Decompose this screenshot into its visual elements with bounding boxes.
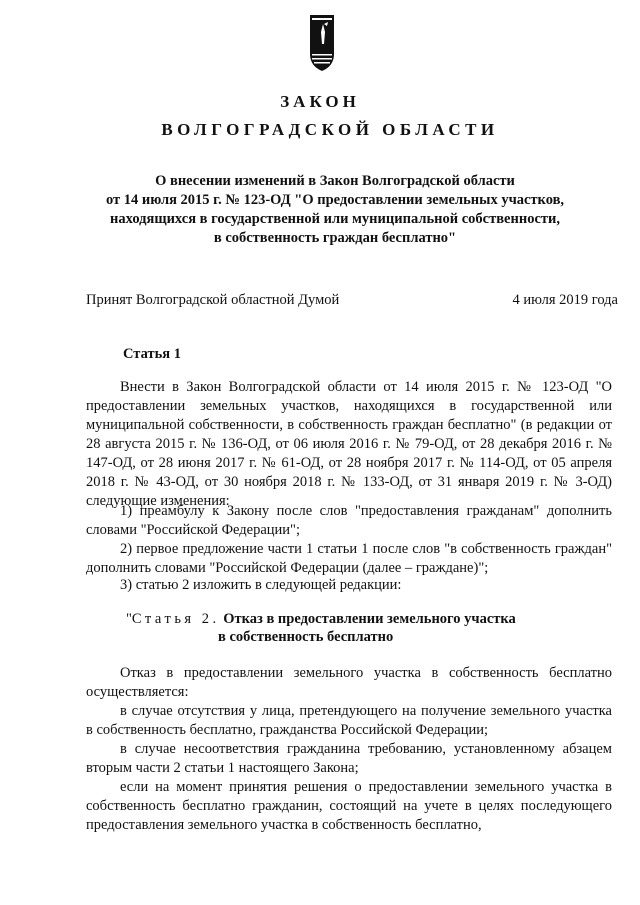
subject-line: от 14 июля 2015 г. № 123-ОД "О предоставлении земельных участков, (105, 192, 565, 208)
paragraph: Внести в Закон Волгоградской области от 14 июля 2015 г. № 123-ОД "О предоставлении земельных участков, находящихся в государственной или муниципальной собственности, в собственность граждан бесплатно" (в редакции от 28 августа 2015 г. № 136-ОД, от 06 июля 2016 г. № 79-ОД, от 28 декабря 2016 г. № 147-ОД, от 28 июня 2017 г. № 61-ОД, от 28 ноября 2017 г. № 114-ОД, от 05 апреля 2018 г. № 43-ОД, от 30 ноября 2018 г. № 133-ОД, от 31 января 2019 г. № 3-ОД) следующие изменения: (86, 379, 612, 509)
paragraph: если на момент принятия решения о предоставлении земельного участка в собственность бесплатно гражданин, состоящий на учете в целях последующего предоставления земельного участка в собственность бесплатно, (86, 779, 612, 833)
article-2-heading (126, 610, 516, 629)
article-2-title: Отказ в предоставлении земельного участка (223, 611, 516, 627)
paragraph: 1) преамбулу к Закону после слов "предоставления гражданам" дополнить словами "Российской Федерации"; (86, 503, 612, 538)
law-region: ВОЛГОГРАДСКОЙ ОБЛАСТИ (161, 120, 499, 139)
refusal-case-3 (86, 778, 612, 835)
amendment-item-1 (86, 502, 612, 540)
article-1-intro (86, 378, 612, 511)
paragraph: 2) первое предложение части 1 статьи 1 после слов "в собственность граждан" дополнить словами "Российской Федерации (далее – граждане)"; (86, 541, 612, 576)
subject-line: в собственность граждан бесплатно" (213, 230, 457, 246)
refusal-case-2 (86, 740, 612, 778)
article-2-intro (86, 664, 612, 702)
refusal-case-1 (86, 702, 612, 740)
coat-of-arms-icon (309, 14, 335, 72)
paragraph: в случае отсутствия у лица, претендующего на получение земельного участка в собственность бесплатно, гражданства Российской Федерации; (86, 703, 612, 738)
paragraph: 3) статью 2 изложить в следующей редакции: (120, 577, 402, 593)
subject-line: находящихся в государственной или муниципальной собственности, (110, 211, 560, 227)
subject-line: О внесении изменений в Закон Волгоградской области (155, 173, 515, 189)
law-subject (95, 172, 575, 248)
article-2-title-line2: в собственность бесплатно (218, 629, 394, 645)
adoption-statement: Принят Волгоградской областной Думой (86, 292, 340, 308)
article-1-heading: Статья 1 (123, 346, 181, 362)
amendment-item-3 (86, 576, 612, 595)
law-title: ЗАКОН (280, 92, 360, 111)
paragraph: Отказ в предоставлении земельного участка в собственность бесплатно осуществляется: (86, 665, 612, 700)
amendment-item-2 (86, 540, 612, 578)
opening-quote: " (126, 611, 132, 627)
paragraph: в случае несоответствия гражданина требованию, установленному абзацем вторым части 2 статьи 1 настоящего Закона; (86, 741, 612, 776)
article-2-label: Статья 2. (131, 611, 220, 627)
adoption-date: 4 июля 2019 года (512, 292, 618, 308)
